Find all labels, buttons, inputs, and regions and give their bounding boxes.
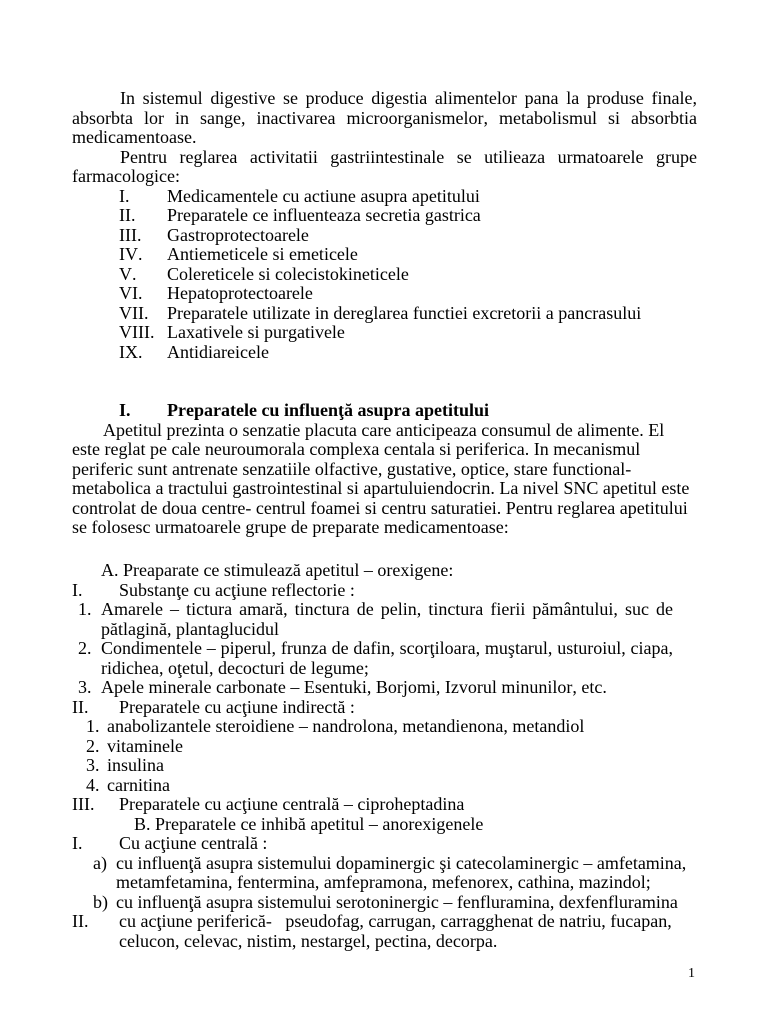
indirect-item [0, 716, 768, 736]
section-heading-title: Preparatele cu influenţă asupra apetitului [167, 400, 489, 420]
page-number: 1 [688, 966, 695, 981]
item-letter: b) [93, 891, 108, 912]
peripheral-text-line: celucon, celevac, nistim, nestargel, pectina, decorpa. [119, 930, 498, 951]
orexigenic-marker: A. [101, 560, 119, 580]
appetite-paragraph-line: controlat de doua centre- centrul foamei si centru saturatiei. Pentru reglarea apetitului [72, 497, 688, 518]
item-number: 3. [86, 755, 100, 775]
indirect-item [0, 736, 768, 756]
peripheral-action-heading [0, 911, 768, 931]
item-number: 2. [86, 735, 100, 756]
item-number: 1. [78, 599, 92, 619]
item-text: anabolizantele steroidiene – nandrolona, metandienona, metandiol [107, 716, 585, 736]
group-number: III. [119, 224, 142, 245]
appetite-paragraph-line: se folosesc urmatoarele grupe de preparate medicamentoase: [72, 517, 509, 537]
appetite-paragraph-line: este reglat pe cale neuroumorala complexa centala si periferica. In mecanismul [72, 439, 641, 459]
item-number: 4. [86, 774, 100, 795]
group-number: VIII. [119, 322, 155, 342]
group-number: IX. [119, 341, 143, 362]
group-number: II. [119, 205, 136, 225]
item-text-line: Amarele – tictura amară, tinctura de pelin, tinctura fierii pământului, suc de [101, 599, 673, 619]
orexigenic-heading [0, 560, 768, 580]
item-text: vitaminele [107, 735, 183, 756]
item-text-line: pătlagină, plantaglucidul [101, 618, 279, 639]
item-number: 2. [78, 638, 92, 658]
subgroup-title: Cu acţiune centrală : [119, 833, 268, 853]
central-action-heading [0, 833, 768, 853]
appetite-paragraph-line: metabolica a tractului gastrointestinal si apartuluiendocrin. La nivel SNC apetitul este [72, 478, 690, 498]
intro-paragraph-line: In sistemul digestive se produce digestia alimentelor pana la produse finale, [120, 88, 697, 108]
appetite-paragraph-line: Apetitul prezinta o senzatie placuta care anticipeaza consumul de alimente. El [103, 419, 665, 440]
item-text-line: Apele minerale carbonate – Esentuki, Borjomi, Izvorul minunilor, etc. [101, 677, 607, 697]
group-list-item [0, 342, 768, 362]
group-list-item [0, 303, 768, 323]
item-text-line: metamfetamina, fentermina, amfepramona, mefenorex, cathina, mazindol; [116, 872, 651, 892]
indirect-item [0, 775, 768, 795]
group-label: Gastroprotectoarele [167, 224, 309, 245]
subgroup-number: II. [72, 911, 89, 931]
central-subgroup-heading [0, 794, 768, 814]
subgroup-number: I. [72, 833, 83, 853]
group-list-item [0, 205, 768, 225]
group-label: Laxativele si purgativele [167, 322, 345, 342]
reflex-item [0, 677, 768, 697]
section-heading-number: I. [119, 400, 131, 420]
subgroup-number: II. [72, 696, 89, 717]
subgroup-number: III. [72, 794, 95, 814]
item-text-line: cu influenţă asupra sistemului serotoninergic – fenfluramina, dexfenfluramina [116, 891, 678, 912]
group-number: VI. [119, 283, 143, 303]
group-list-item [0, 322, 768, 342]
central-action-item [0, 892, 768, 912]
subgroup-title: Preparatele cu acţiune centrală – ciproheptadina [119, 794, 465, 814]
reflex-item [0, 638, 768, 658]
group-list-item [0, 283, 768, 303]
group-label: Hepatoprotectoarele [167, 283, 313, 303]
intro-paragraph-line: farmacologice: [72, 166, 180, 186]
group-number: I. [119, 185, 130, 206]
reflex-item [0, 599, 768, 619]
item-text: insulina [107, 755, 164, 775]
group-label: Medicamentele cu actiune asupra apetitului [167, 185, 480, 206]
subgroup-number: I. [72, 579, 83, 600]
indirect-subgroup-heading [0, 697, 768, 717]
anorexigenic-heading [0, 814, 768, 834]
peripheral-text-line: cu acţiune periferică- pseudofag, carrugan, carragghenat de natriu, fucapan, [119, 911, 672, 931]
group-label: Preparatele ce influenteaza secretia gastrica [167, 205, 481, 225]
item-text: carnitina [107, 774, 170, 795]
intro-paragraph-line: medicamentoase. [72, 127, 197, 147]
group-label: Antiemeticele si emeticele [167, 244, 358, 264]
reflex-subgroup-heading [0, 580, 768, 600]
intro-paragraph-line: absorbta lor in sange, inactivarea microorganismelor, metabolismul si absorbtia [72, 107, 697, 128]
group-number: IV. [119, 244, 143, 264]
item-text-line: ridichea, oţetul, decocturi de legume; [101, 657, 369, 678]
item-text-line: cu influenţă asupra sistemului dopaminergic şi catecolaminergic – amfetamina, [116, 852, 687, 873]
item-number: 1. [86, 716, 100, 736]
group-list-item [0, 264, 768, 284]
appetite-paragraph-line: periferic sunt antrenate senzatiile olfactive, gustative, optice, stare functional- [72, 458, 632, 479]
item-letter: a) [93, 852, 107, 873]
group-list-item [0, 186, 768, 206]
group-list-item [0, 225, 768, 245]
section-heading [0, 400, 768, 420]
orexigenic-title: Preaparate ce stimulează apetitul – orexigene: [123, 560, 454, 580]
anorexigenic-title: Preparatele ce inhibă apetitul – anorexigenele [155, 813, 484, 834]
group-label: Preparatele utilizate in dereglarea functiei excretorii a pancrasului [167, 302, 642, 323]
group-label: Colereticele si colecistokineticele [167, 263, 409, 284]
anorexigenic-marker: B. [134, 813, 151, 834]
indirect-item [0, 755, 768, 775]
group-list-item [0, 244, 768, 264]
central-action-item [0, 853, 768, 873]
subgroup-title: Preparatele cu acţiune indirectă : [119, 696, 355, 717]
intro-paragraph-line: Pentru reglarea activitatii gastriintestinale se utilieaza urmatoarele grupe [120, 146, 697, 167]
group-number: VII. [119, 302, 149, 323]
group-label: Antidiareicele [167, 341, 269, 362]
item-number: 3. [78, 677, 92, 697]
subgroup-title: Substanţe cu acţiune reflectorie : [119, 579, 355, 600]
group-number: V. [119, 263, 137, 284]
item-text-line: Condimentele – piperul, frunza de dafin, scorţiloara, muştarul, usturoiul, ciapa, [101, 638, 673, 658]
